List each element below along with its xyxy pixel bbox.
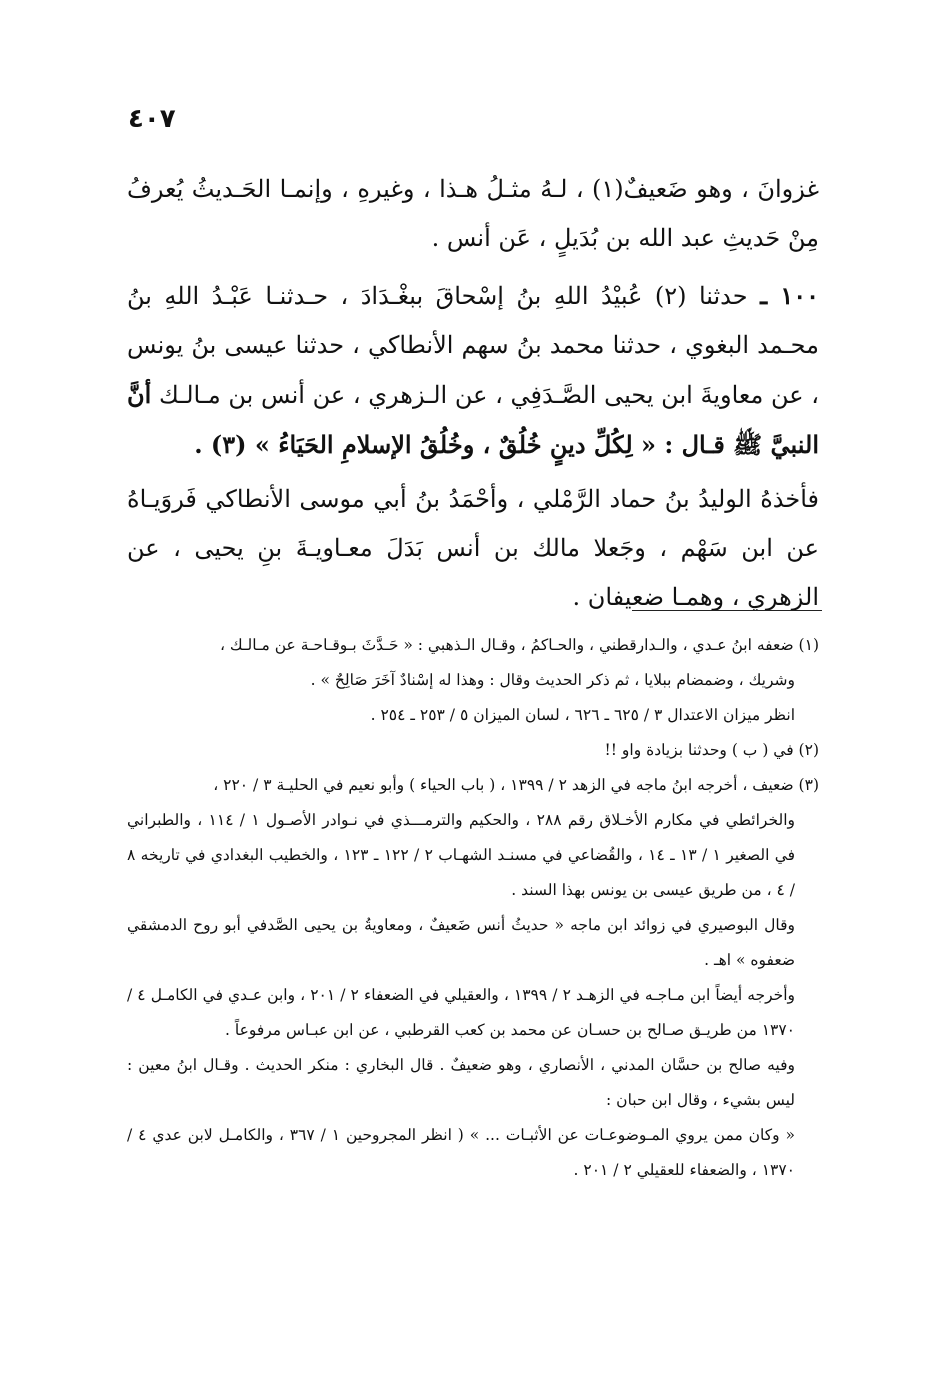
footnote-2-text: (٢) في ( ب ) وحدثنا بزيادة واو !! (604, 741, 819, 759)
footnote-divider (632, 610, 822, 611)
hadith-isnad: حدثنا (٢) عُبيْدُ اللهِ بنُ إسْحاقَ ببغْـدَادَ ، حـدثنـا عَبْـدُ اللهِ بنُ محـمد البغوي ، حدثنا محمد بنُ سهم الأنطاكي ، حدثنا عيسى بنُ يونس ، عن معاويةَ ابن يحيى الصَّـدَفِي ، عن الـزهري ، عن أنس بن مـالـك (127, 282, 819, 409)
hadith-number: ١٠٠ ـ (760, 281, 819, 310)
hadith-matn: أنَّ النبيَّ ﷺ قـال : « لِكُلِّ دينٍ خُلُقٌ ، وخُلُقُ الإسلامِ الحَيَاءُ » (٣) . (127, 380, 819, 459)
footnotes (127, 628, 819, 1188)
paragraph-1 (127, 165, 819, 263)
footnote-3-para-4: وفيه صالح بن حسَّان المدني ، الأنصاري ، وهو ضعيفٌ . قال البخاري : منكر الحديث . وقـال ابنُ معين : ليس بشيء ، وقال ابن حبان : (127, 1056, 795, 1109)
hadith-100 (127, 271, 819, 470)
footnote-3-para-5: « وكان ممن يروي المـوضوعـات عن الأثبـات ... » ( انظر المجروحين ١ / ٣٦٧ ، والكامـل لابن عدي ٤ / ١٣٧٠ ، والضعفاء للعقيلي ٢ / ٢٠١ . (127, 1126, 795, 1179)
footnote-1 (127, 628, 819, 733)
footnote-1-line-2: وشريك ، وضمضام ببلايا ، ثم ذكر الحديث وقال : وهذا له إسْنادٌ آخَرَ صَالِحٌ » . (310, 671, 795, 689)
paragraph-3 (127, 475, 819, 622)
footnote-1-line-1: (١) ضعفه ابنُ عـدي ، والـدارقطني ، والحـاكمُ ، وقـال الـذهبي : « حَـدَّثَ بـوقـاحـة عن مـالـك ، (219, 636, 819, 654)
footnote-2 (127, 733, 819, 768)
footnote-3-intro: (٣) ضعيف ، أخرجه ابنُ ماجه في الزهد ٢ / ١٣٩٩ ، ( باب الحياء ) وأبو نعيم في الحليـة ٣ / ٢٢٠ ، (213, 776, 819, 794)
footnote-3-para-2: وقال البوصيري في زوائد ابن ماجه « حديثُ أنس ضَعيفٌ ، ومعاويةُ بن يحيى الصَّدفي أبو روح الدمشقي ضعفوه » اهـ . (127, 916, 795, 969)
page-number: ٤٠٧ (128, 104, 176, 134)
paragraph-3-text: فأخذهُ الوليدُ بنُ حماد الرَّمْلي ، وأحْمَدُ بنُ أبي موسى الأنطاكي فَروَيـاهُ عن ابن سَهْم ، وجَعلا مالك بن أنس بَدَلَ معـاويـةَ بنِ يحيى ، عن الزهري ، وهمـا ضعيفان . (127, 485, 820, 611)
footnote-3-para-3: وأخرجه أيضاً ابن مـاجـه في الزهـد ٢ / ١٣٩٩ ، والعقيلي في الضعفاء ٢ / ٢٠١ ، وابن عـدي في الكامـل ٤ / ١٣٧٠ من طريـق صـالح بن حسـان عن محمد بن كعب القرطبي ، عن ابن عبـاس مرفوعاً . (127, 986, 796, 1039)
hadith-100-text (127, 271, 819, 470)
footnote-3-para-1: والخرائطي في مكارم الأخـلاق رقم ٢٨٨ ، والحكيم والترمـــذي في نـوادر الأصـول ١ / ١١٤ ، والطبراني في الصغير ١ / ١٣ ـ ١٤ ، والقُضاعي في مسنـد الشهـاب ٢ / ١٢٢ ـ ١٢٣ ، والخطيب البغدادي في تاريخه ٨ / ٤ ، من طريق عيسى بن يونس بهذا السند . (127, 811, 796, 899)
footnote-1-line-3: انظر ميزان الاعتدال ٣ / ٦٢٥ ـ ٦٢٦ ، لسان الميزان ٥ / ٢٥٣ ـ ٢٥٤ . (370, 706, 795, 724)
footnote-3 (127, 768, 819, 1188)
paragraph-1-text: غزوانَ ، وهو ضَعيفٌ(١) ، لـهُ مثـلُ هـذا ، وغيرهِ ، وإنمـا الحَـديثُ يُعرفُ مِنْ حَديثِ عبد الله بن بُدَيلٍ ، عَن أنس . (127, 175, 820, 252)
